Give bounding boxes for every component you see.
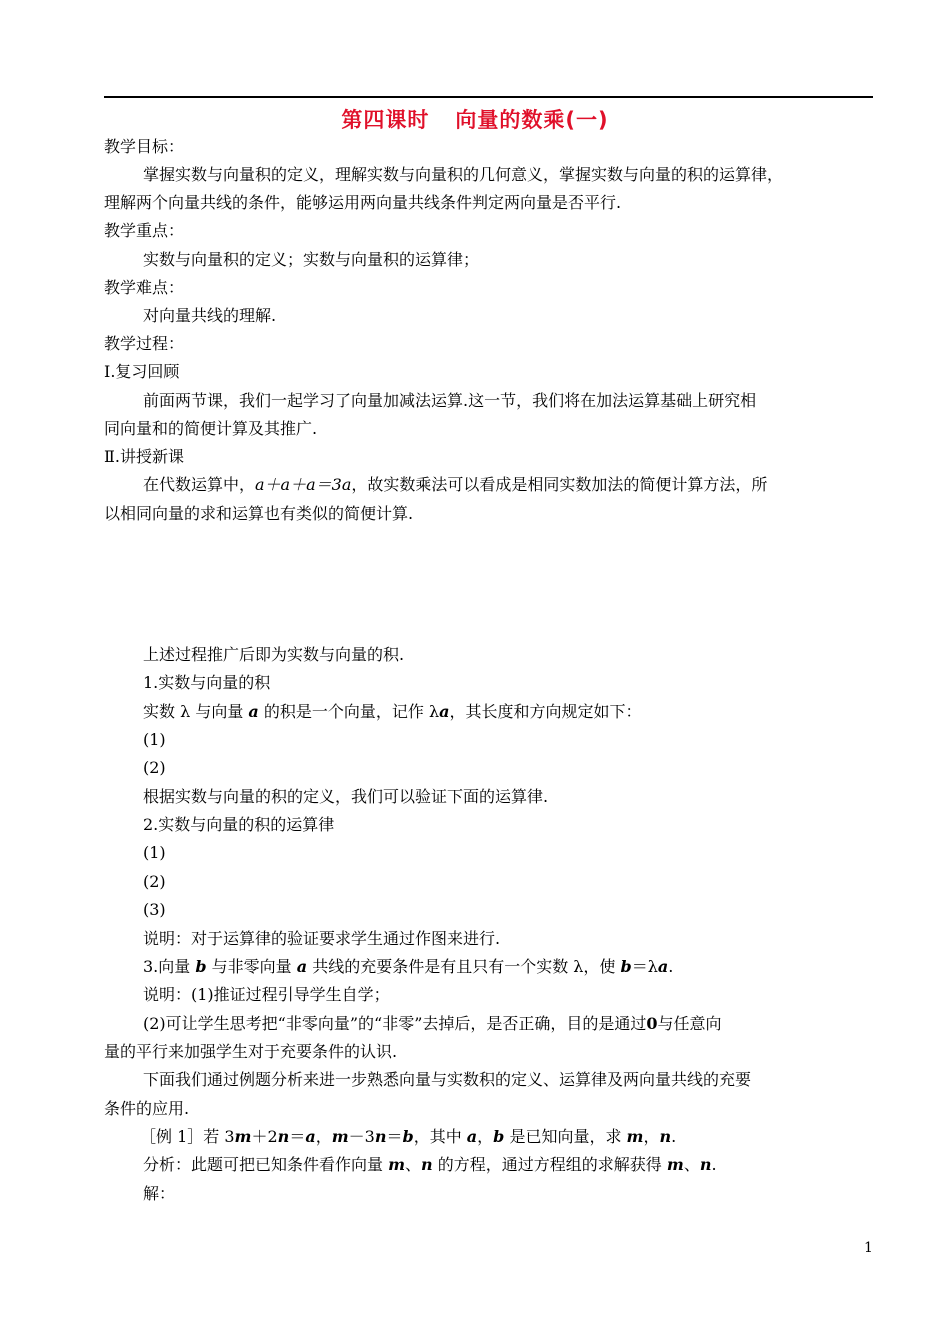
key-line-1: 实数与向量积的定义；实数与向量积的运算律； — [143, 250, 480, 269]
difficulty-line-1: 对向量共线的理解. — [143, 306, 277, 325]
header-rule — [104, 96, 873, 98]
definition-item-1: (1) — [143, 730, 166, 749]
section-1-definition: 实数 λ 与向量 a 的积是一个向量，记作 λa，其长度和方向规定如下： — [143, 702, 642, 721]
title-lesson: 第四课时 — [341, 108, 430, 132]
equation: a＋a＋a＝3a — [255, 475, 352, 494]
title-topic: 向量的数乘(一) — [455, 108, 609, 132]
analysis-line: 分析：此题可把已知条件看作向量 m、n 的方程，通过方程组的求解获得 m、n. — [143, 1155, 717, 1174]
review-heading: Ⅰ.复习回顾 — [104, 362, 180, 381]
new-lesson-heading: Ⅱ.讲授新课 — [104, 447, 184, 466]
example-1: ［例 1］若 3m＋2n＝a，m－3n＝b，其中 a，b 是已知向量，求 m，n. — [140, 1127, 677, 1146]
note-4: 量的平行来加强学生对于充要条件的认识. — [104, 1042, 398, 1061]
note-1: 说明：对于运算律的验证要求学生通过作图来进行. — [143, 929, 501, 948]
new-lesson-line-2: 以相同向量的求和运算也有类似的简便计算. — [104, 504, 414, 523]
note-3: (2)可让学生思考把“非零向量”的“非零”去掉后，是否正确，目的是通过0与任意向 — [143, 1014, 722, 1033]
note-2: 说明：(1)推证过程引导学生自学； — [143, 985, 390, 1004]
verify-line: 根据实数与向量的积的定义，我们可以验证下面的运算律. — [143, 787, 549, 806]
definition-item-2: (2) — [143, 758, 166, 777]
law-item-2: (2) — [143, 872, 166, 891]
difficulty-heading: 教学难点： — [104, 278, 185, 297]
new-lesson-line-1: 在代数运算中，a＋a＋a＝3a，故实数乘法可以看成是相同实数加法的简便计算方法，所 — [143, 475, 768, 494]
page-title — [0, 104, 950, 134]
example-intro-1: 下面我们通过例题分析来进一步熟悉向量与实数积的定义、运算律及两向量共线的充要 — [143, 1070, 752, 1089]
review-line-2: 同向量和的简便计算及其推广. — [104, 419, 318, 438]
section-3-line: 3.向量 b 与非零向量 a 共线的充要条件是有且只有一个实数 λ，使 b＝λa. — [143, 957, 674, 976]
law-item-1: (1) — [143, 843, 166, 862]
section-2-heading: 2.实数与向量的积的运算律 — [143, 815, 335, 834]
law-item-3: (3) — [143, 900, 166, 919]
goal-line-2: 理解两个向量共线的条件，能够运用两向量共线条件判定两向量是否平行. — [104, 193, 622, 212]
example-intro-2: 条件的应用. — [104, 1099, 190, 1118]
process-heading: 教学过程： — [104, 334, 185, 353]
review-line-1: 前面两节课，我们一起学习了向量加减法运算.这一节，我们将在加法运算基础上研究相 — [143, 391, 757, 410]
page-number: 1 — [864, 1240, 873, 1256]
goal-line-1: 掌握实数与向量积的定义，理解实数与向量积的几何意义，掌握实数与向量的积的运算律， — [143, 165, 784, 184]
solution-label: 解： — [143, 1184, 176, 1203]
generalization-line: 上述过程推广后即为实数与向量的积. — [143, 645, 405, 664]
key-heading: 教学重点： — [104, 221, 185, 240]
goal-heading: 教学目标： — [104, 137, 185, 156]
section-1-heading: 1.实数与向量的积 — [143, 673, 271, 692]
